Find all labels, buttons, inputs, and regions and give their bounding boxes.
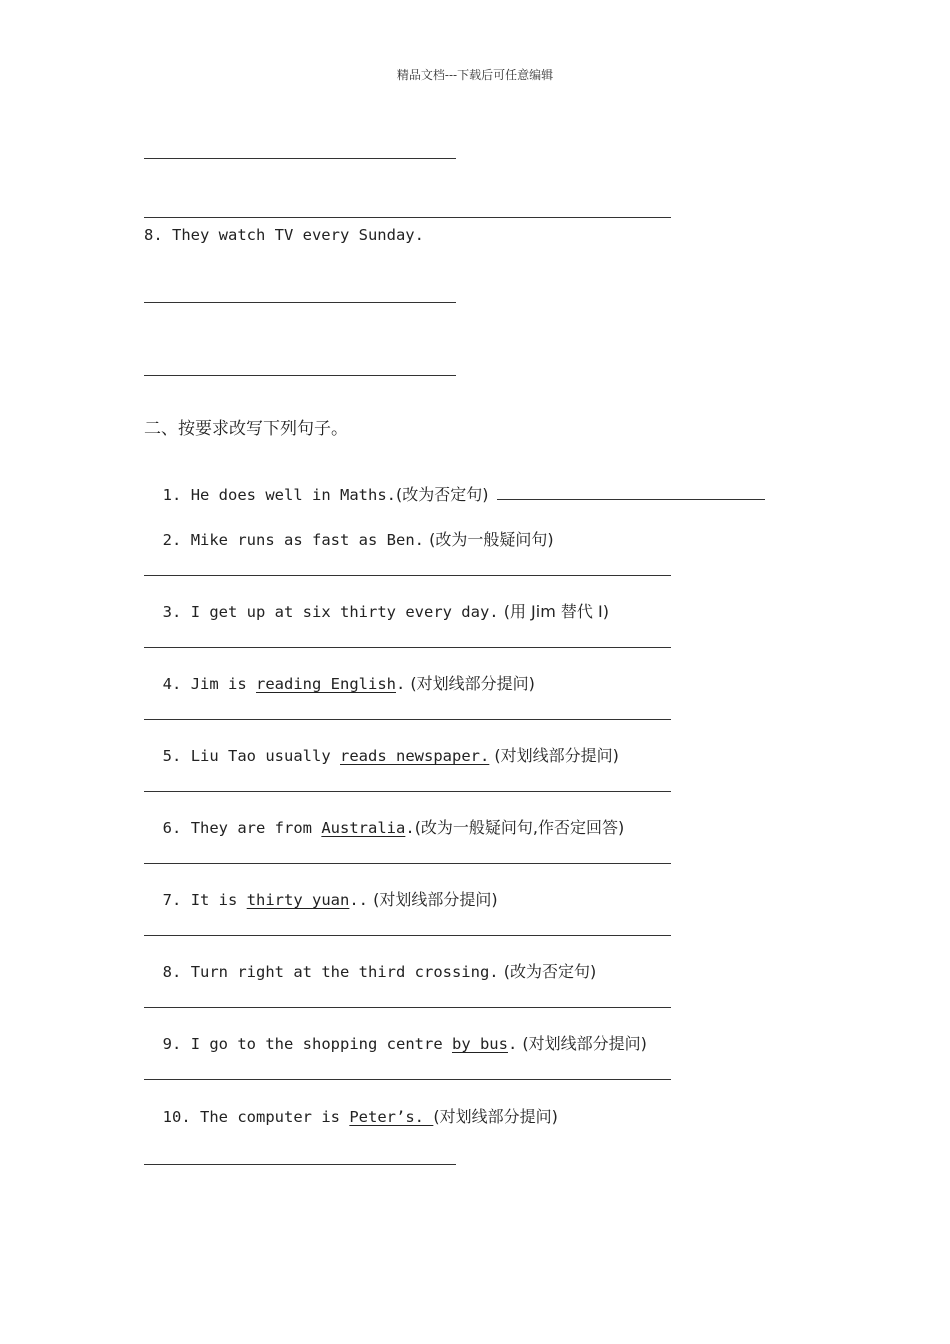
item-instruction: (对划线部分提问): [405, 674, 535, 693]
answer-line: [144, 217, 671, 218]
item-punct: .: [507, 1035, 518, 1053]
answer-line: [144, 575, 671, 576]
item-punct: .: [396, 675, 406, 693]
item-number: 1.: [162, 486, 182, 504]
item-number: 7.: [162, 891, 182, 909]
underlined-phrase: reads newspaper.: [340, 747, 490, 765]
answer-line: [144, 1007, 671, 1008]
answer-line: [144, 375, 456, 376]
item-sentence: I get up at six thirty every day.: [190, 603, 499, 621]
list-item: [144, 1014, 647, 1054]
item-sentence: The computer is: [200, 1108, 350, 1126]
item-instruction: (改为否定句): [498, 962, 597, 981]
item-number: 4.: [162, 675, 182, 693]
item-instruction: (对划线部分提问): [433, 1107, 558, 1126]
item-sentence: Liu Tao usually: [190, 747, 340, 765]
item-instruction: (对划线部分提问): [489, 746, 619, 765]
item-punct: .: [405, 819, 415, 837]
answer-line: [144, 1079, 671, 1080]
item-sentence: Turn right at the third crossing.: [190, 963, 499, 981]
list-item: [144, 942, 596, 982]
answer-line: [144, 935, 671, 936]
item-sentence: Jim is: [190, 675, 257, 693]
item-sentence: Mike runs as fast as Ben.: [190, 531, 424, 549]
answer-line: [144, 158, 456, 159]
underlined-phrase: reading English: [256, 675, 396, 693]
question-8: 8. They watch TV every Sunday.: [144, 226, 424, 244]
section-title: 二、按要求改写下列句子。: [144, 419, 348, 439]
answer-blank[interactable]: [497, 483, 765, 500]
answer-line: [144, 863, 671, 864]
item-number: 3.: [162, 603, 182, 621]
item-instruction: (改为否定句): [396, 485, 489, 504]
item-punct: ..: [349, 891, 369, 909]
item-number: 2.: [162, 531, 182, 549]
underlined-phrase: by bus: [451, 1035, 508, 1053]
answer-line: [144, 647, 671, 648]
item-sentence: It is: [190, 891, 247, 909]
list-item: [144, 1087, 558, 1127]
list-item: [144, 510, 554, 550]
item-instruction: (用 Jim 替代 I): [498, 602, 609, 621]
list-item: [144, 726, 619, 766]
item-number: 5.: [162, 747, 182, 765]
item-number: 9.: [162, 1035, 182, 1053]
item-instruction: (改为一般疑问句): [423, 530, 554, 549]
item-instruction: (改为一般疑问句,作否定回答): [414, 818, 625, 837]
answer-line: [144, 1164, 456, 1165]
answer-line: [144, 791, 671, 792]
item-number: 6.: [162, 819, 182, 837]
answer-line: [144, 719, 671, 720]
list-item: [144, 798, 624, 838]
list-item: [144, 654, 535, 694]
page-header: 精品文档---下载后可任意编辑: [396, 68, 554, 82]
item-instruction: (对划线部分提问): [368, 890, 498, 909]
item-sentence: They are from: [190, 819, 322, 837]
underlined-phrase: Peter’s.: [349, 1108, 434, 1126]
underlined-phrase: thirty yuan: [246, 891, 350, 909]
list-item: [144, 463, 765, 505]
underlined-phrase: Australia: [321, 819, 406, 837]
list-item: [144, 582, 609, 622]
item-instruction: (对划线部分提问): [517, 1034, 647, 1053]
list-item: [144, 870, 498, 910]
answer-line: [144, 302, 456, 303]
item-number: 10.: [162, 1108, 191, 1126]
item-sentence: I go to the shopping centre: [190, 1035, 452, 1053]
item-sentence: He does well in Maths.: [190, 486, 396, 504]
item-number: 8.: [162, 963, 182, 981]
